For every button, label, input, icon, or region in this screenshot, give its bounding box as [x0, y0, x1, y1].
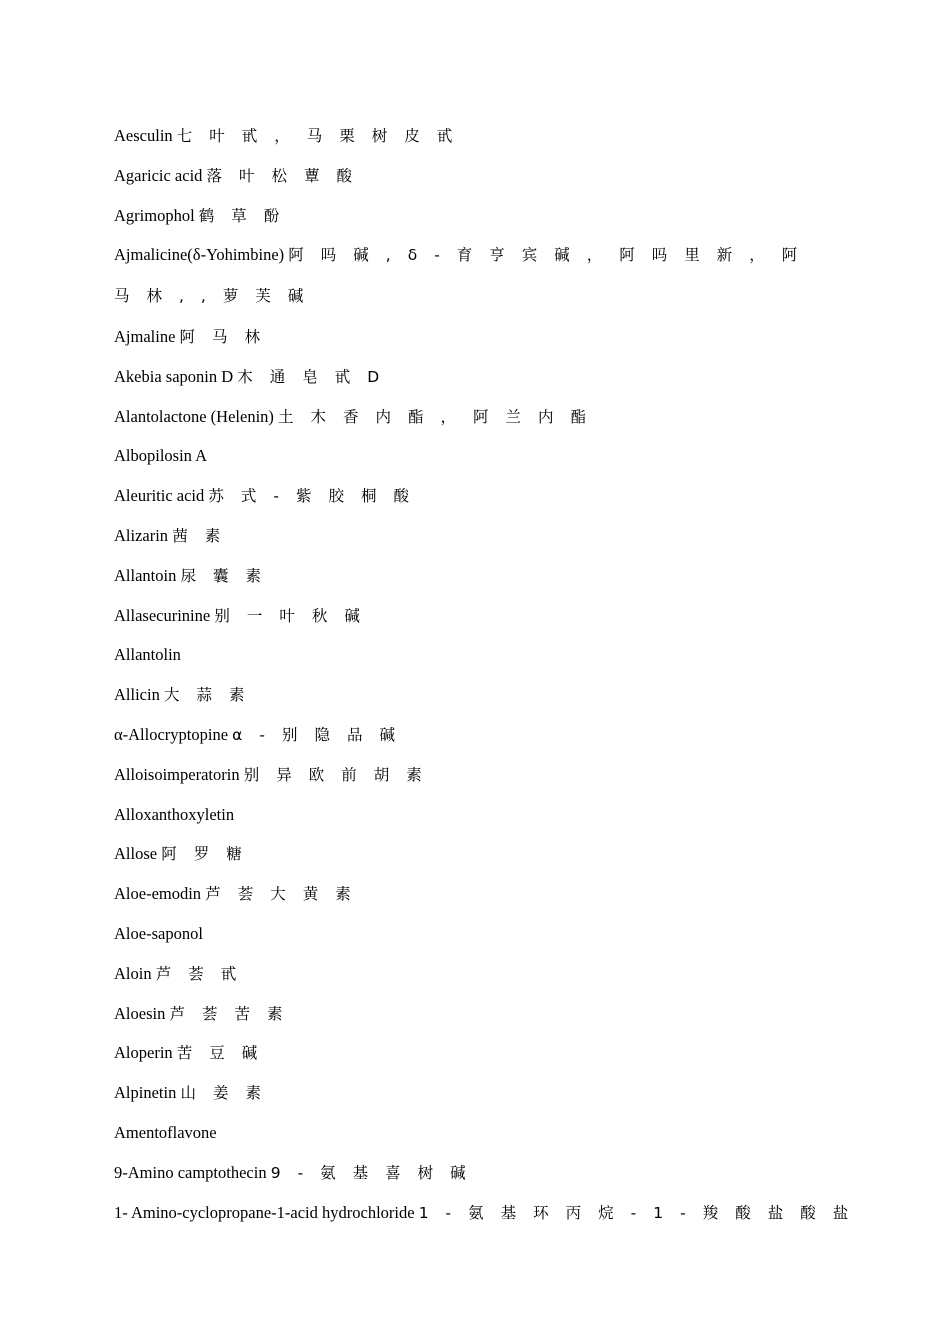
chinese-term: 阿吗碱,δ-育亨宾碱，阿吗里新，阿马林,,萝芙碱 — [114, 246, 815, 306]
english-term: 1- Amino-cyclopropane-1-acid hydrochloride — [114, 1202, 415, 1222]
list-item — [114, 675, 844, 715]
chinese-term: 别异欧前胡素 — [243, 765, 439, 784]
list-item — [114, 317, 844, 357]
list-item — [114, 1153, 844, 1193]
english-term: Aloperin — [114, 1043, 173, 1063]
list-item — [114, 556, 844, 596]
english-term: Akebia saponin D — [114, 366, 234, 386]
list-item — [114, 954, 844, 994]
english-term: Alantolactone (Helenin) — [114, 406, 274, 426]
chinese-term: 尿囊素 — [180, 566, 278, 585]
list-item — [114, 795, 844, 835]
chinese-term: 落叶松蕈酸 — [206, 166, 370, 185]
chinese-term: 苏式-紫胶桐酸 — [208, 487, 426, 506]
english-term: Amentoflavone — [114, 1122, 217, 1142]
chinese-term: 茜素 — [172, 526, 238, 545]
english-term: Allicin — [114, 685, 160, 705]
chinese-term: 9-氨基喜树碱 — [270, 1163, 483, 1182]
chinese-term: 别一叶秋碱 — [214, 606, 377, 625]
chinese-term: 土木香内酯，阿兰内酯 — [278, 407, 604, 426]
chinese-term: 木通皂甙D — [237, 367, 397, 386]
chinese-term: 芦荟甙 — [155, 964, 254, 983]
chinese-term: 阿罗糖 — [161, 845, 259, 864]
english-term: Ajmaline — [114, 326, 176, 346]
list-item — [114, 874, 844, 914]
list-item — [114, 116, 844, 156]
list-item — [114, 357, 844, 397]
list-item — [114, 596, 844, 636]
list-item — [114, 994, 844, 1034]
list-item — [114, 755, 844, 795]
english-term: Allantoin — [114, 565, 177, 585]
chinese-term: 鹤草酚 — [198, 206, 297, 225]
list-item — [114, 635, 844, 675]
chinese-term: α-别隐品碱 — [232, 725, 412, 744]
chinese-term: 芦荟苦素 — [169, 1004, 300, 1023]
english-term: Allasecurinine — [114, 605, 211, 625]
list-item — [114, 196, 844, 236]
english-term: 9-Amino camptothecin — [114, 1162, 267, 1182]
list-item — [114, 715, 844, 755]
list-item — [114, 1073, 844, 1113]
english-term: Aleuritic acid — [114, 486, 205, 506]
english-term: Alizarin — [114, 525, 169, 545]
english-term: Ajmalicine(δ-Yohimbine) — [114, 245, 285, 265]
english-term: Aloe-emodin — [114, 884, 202, 904]
english-term: Alloxanthoxyletin — [114, 804, 235, 824]
list-item — [114, 476, 844, 516]
list-item — [114, 235, 844, 317]
list-item — [114, 1193, 866, 1233]
english-term: Agrimophol — [114, 205, 195, 225]
chinese-term: 阿马林 — [179, 327, 278, 346]
english-term: Allantolin — [114, 645, 181, 665]
chinese-term: 苦豆碱 — [176, 1044, 275, 1063]
english-term: Aloe-saponol — [114, 923, 203, 943]
english-term: Albopilosin A — [114, 446, 208, 466]
list-item — [114, 914, 844, 954]
chinese-term: 1-氨基环丙烷-1-羧酸盐酸盐 — [418, 1203, 866, 1222]
english-term: Alloisoimperatorin — [114, 764, 240, 784]
english-term: Allose — [114, 844, 158, 864]
list-item — [114, 834, 844, 874]
english-term: Agaricic acid — [114, 165, 203, 185]
list-item — [114, 397, 844, 437]
list-item — [114, 516, 844, 556]
chinese-term: 山姜素 — [180, 1084, 278, 1103]
english-term: Aloesin — [114, 1003, 166, 1023]
list-item — [114, 1113, 844, 1153]
english-term: Alpinetin — [114, 1083, 177, 1103]
list-item — [114, 156, 844, 196]
chinese-term: 大蒜素 — [163, 686, 262, 705]
chinese-term: 芦荟大黄素 — [205, 885, 368, 904]
english-term: α-Allocryptopine — [114, 724, 229, 744]
glossary-list — [114, 116, 866, 1232]
list-item — [114, 436, 844, 476]
chinese-term: 七叶甙，马栗树皮甙 — [176, 127, 470, 145]
list-item — [114, 1033, 844, 1073]
english-term: Aesculin — [114, 126, 173, 145]
english-term: Aloin — [114, 963, 152, 983]
